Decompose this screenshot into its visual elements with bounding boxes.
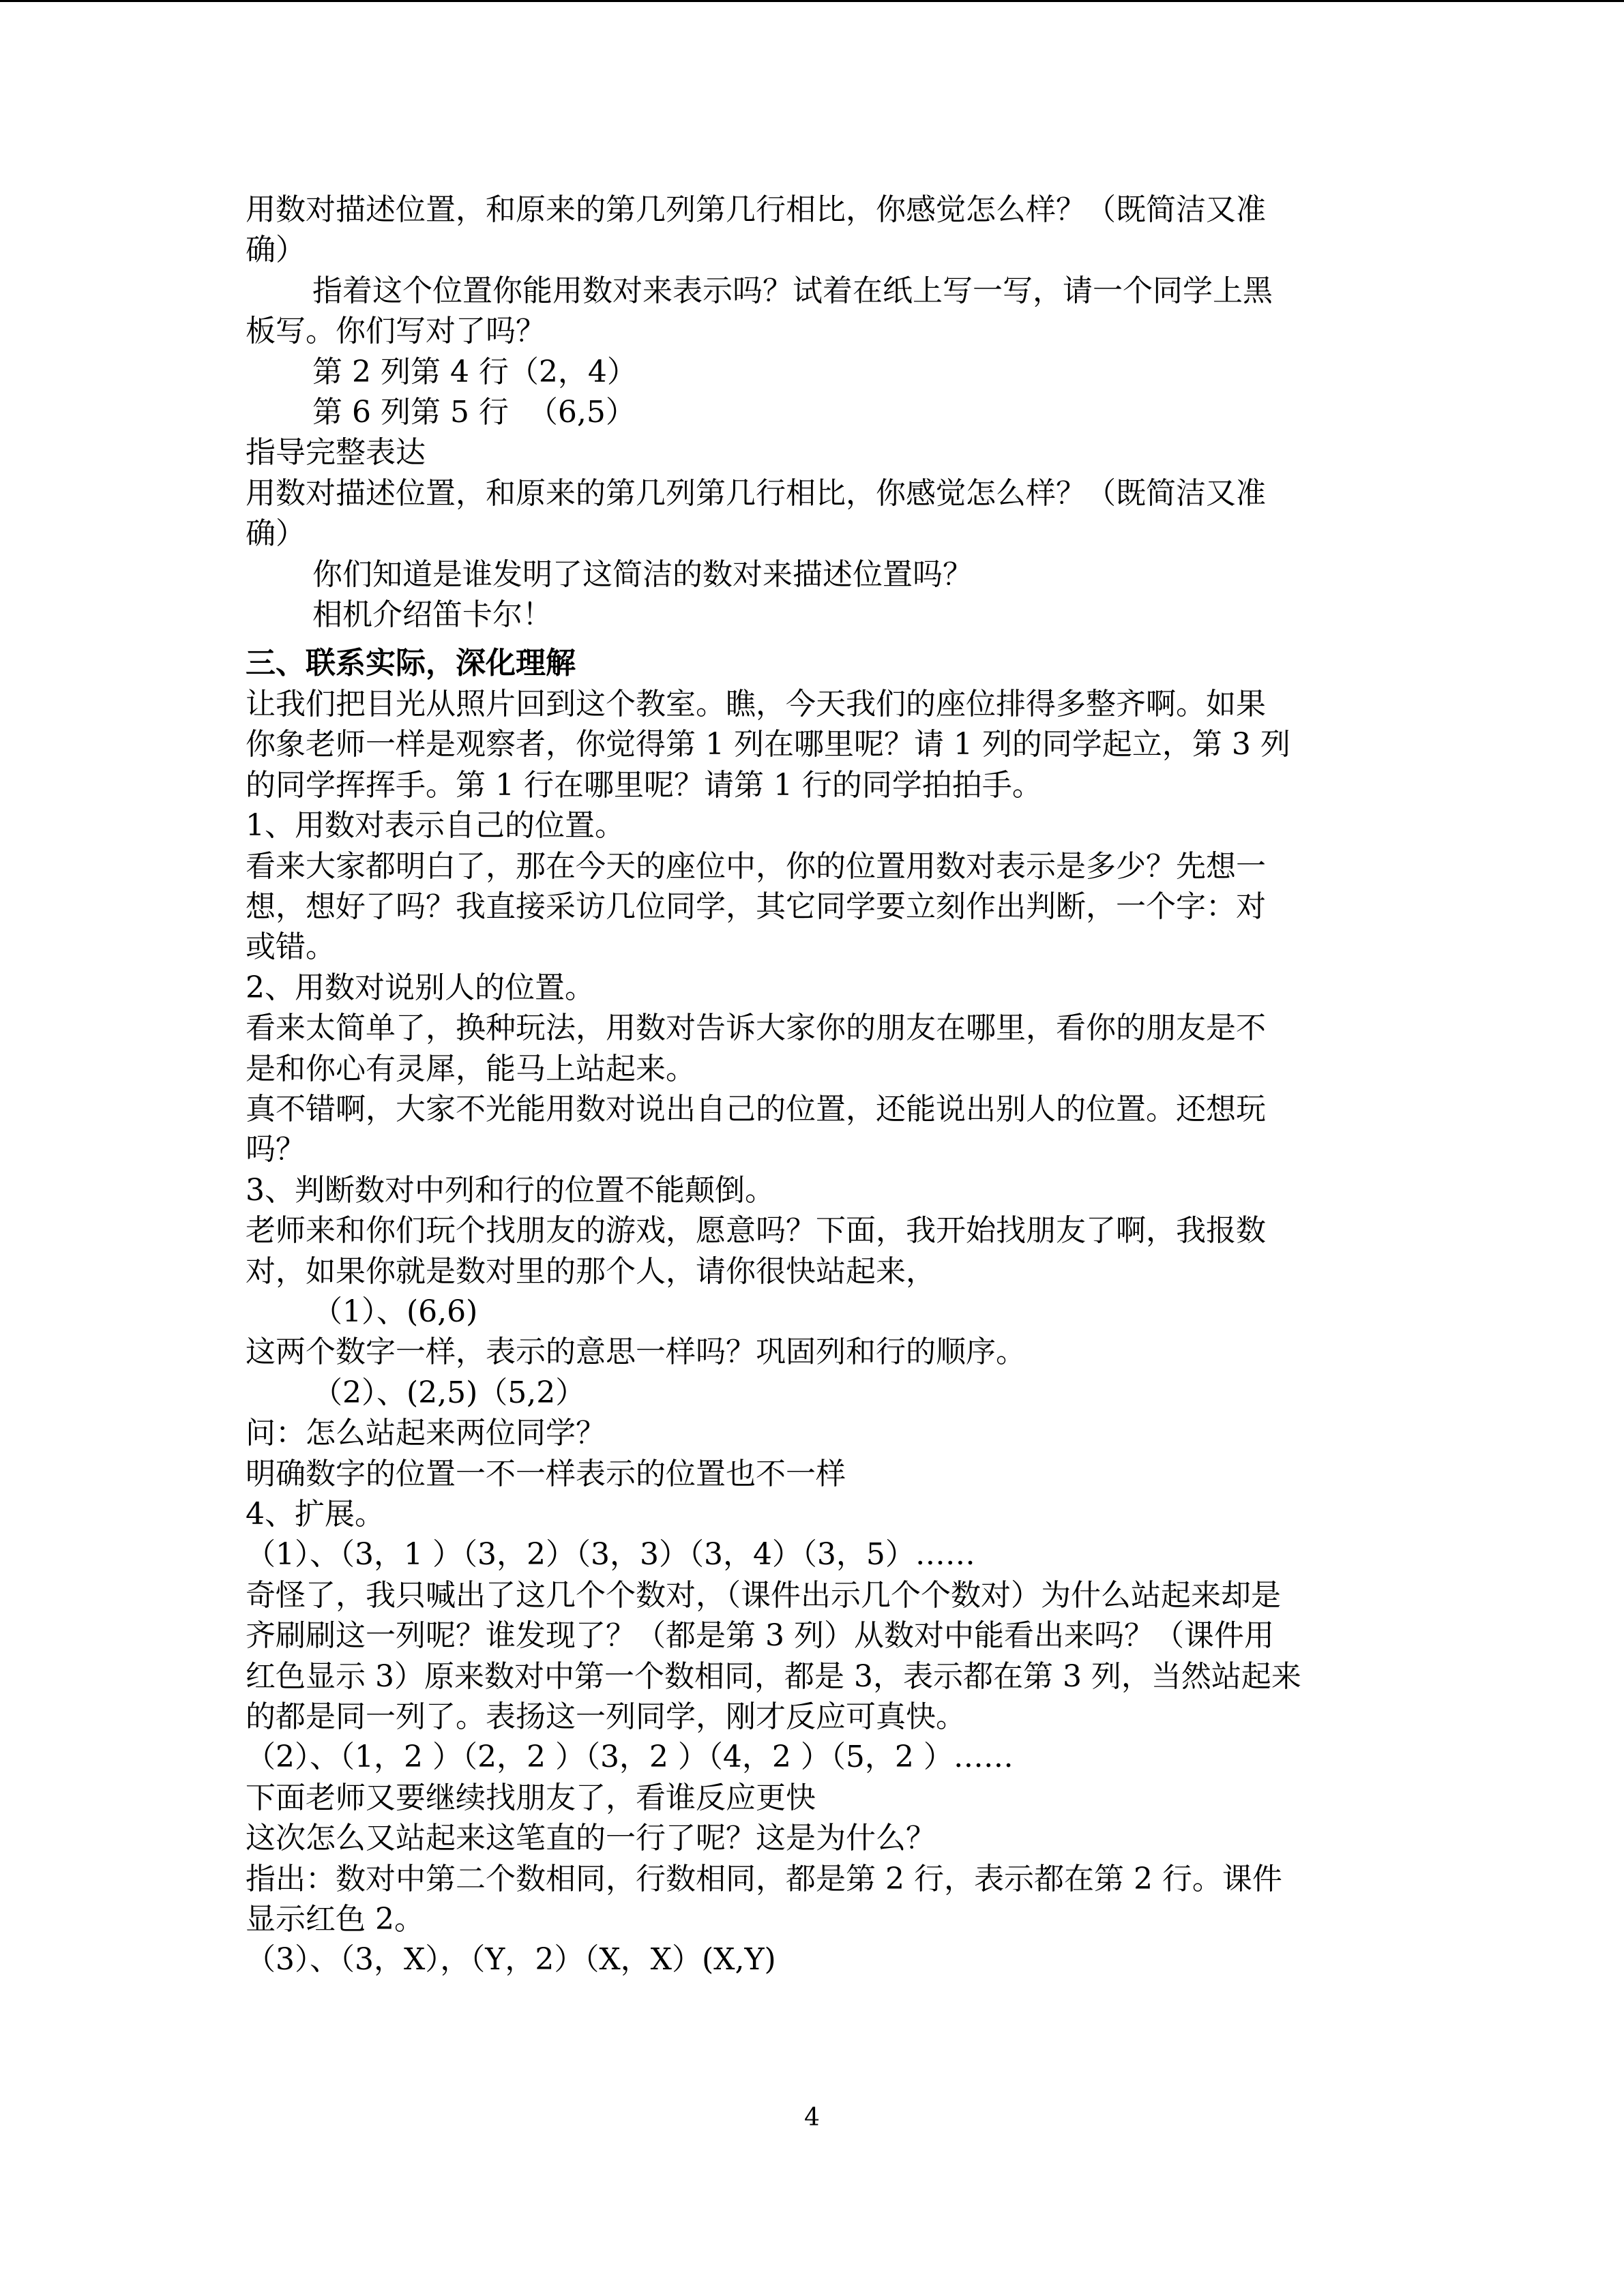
- paragraph-line: 老师来和你们玩个找朋友的游戏，愿意吗？下面，我开始找朋友了啊，我报数: [246, 1213, 1266, 1249]
- paragraph-line: 明确数字的位置一不一样表示的位置也不一样: [246, 1456, 846, 1491]
- paragraph-line: 让我们把目光从照片回到这个教室。瞧，今天我们的座位排得多整齐啊。如果: [246, 686, 1266, 721]
- paragraph-line: 看来太简单了，换种玩法，用数对告诉大家你的朋友在哪里，看你的朋友是不: [246, 1011, 1266, 1046]
- paragraph-line: 是和你心有灵犀，能马上站起来。: [246, 1051, 696, 1086]
- paragraph-line: 相机介绍笛卡尔！: [312, 597, 552, 633]
- paragraph-line: 齐刷刷这一列呢？谁发现了？（都是第 3 列）从数对中能看出来吗？（课件用: [246, 1618, 1274, 1654]
- paragraph-line: 第 2 列第 4 行（2，4）: [312, 354, 637, 389]
- page-number: 4: [804, 2104, 820, 2132]
- paragraph-line: 问：怎么站起来两位同学？: [246, 1416, 606, 1451]
- paragraph-line: 的同学挥挥手。第 1 行在哪里呢？请第 1 行的同学拍拍手。: [246, 767, 1042, 803]
- paragraph-line: 第 6 列第 5 行 （6,5）: [312, 395, 636, 430]
- paragraph-line: 3、判断数对中列和行的位置不能颠倒。: [246, 1172, 775, 1208]
- paragraph-line: 你象老师一样是观察者，你觉得第 1 列在哪里呢？请 1 列的同学起立，第 3 列: [246, 727, 1290, 762]
- paragraph-line: 你们知道是谁发明了这简洁的数对来描述位置吗？: [312, 556, 973, 592]
- paragraph-line: 真不错啊，大家不光能用数对说出自己的位置，还能说出别人的位置。还想玩: [246, 1091, 1266, 1127]
- paragraph-line: 确）: [246, 516, 306, 552]
- paragraph-line: 奇怪了，我只喊出了这几个个数对，（课件出示几个个数对）为什么站起来却是: [246, 1577, 1281, 1613]
- paragraph-line: （1）、（3，1 ）（3，2）（3，3）（3，4）（3，5）……: [246, 1537, 975, 1572]
- paragraph-line: 或错。: [246, 929, 336, 965]
- paragraph-line: 4、扩展。: [246, 1497, 385, 1532]
- paragraph-line: 确）: [246, 233, 306, 268]
- paragraph-line: 1、用数对表示自己的位置。: [246, 808, 625, 844]
- paragraph-line: 的都是同一列了。表扬这一列同学，刚才反应可真快。: [246, 1699, 966, 1735]
- top-border-line: [0, 0, 1624, 2]
- paragraph-line: 想，想好了吗？我直接采访几位同学，其它同学要立刻作出判断，一个字：对: [246, 889, 1266, 924]
- paragraph-line: 用数对描述位置，和原来的第几列第几行相比，你感觉怎么样？（既简洁又准: [246, 475, 1266, 511]
- paragraph-line: 看来大家都明白了，那在今天的座位中，你的位置用数对表示是多少？先想一: [246, 848, 1266, 884]
- paragraph-line: 用数对描述位置，和原来的第几列第几行相比，你感觉怎么样？（既简洁又准: [246, 192, 1266, 227]
- paragraph-line: 指导完整表达: [246, 435, 426, 471]
- paragraph-line: 2、用数对说别人的位置。: [246, 970, 595, 1005]
- paragraph-line: （1）、(6,6): [312, 1294, 478, 1329]
- paragraph-line: 这两个数字一样，表示的意思一样吗？巩固列和行的顺序。: [246, 1335, 1026, 1370]
- document-body: [246, 190, 1378, 1980]
- paragraph-line: 这次怎么又站起来这笔直的一行了呢？这是为什么？: [246, 1821, 936, 1856]
- paragraph-line: 吗？: [246, 1132, 306, 1167]
- paragraph-line: 红色显示 3）原来数对中第一个数相同，都是 3，表示都在第 3 列，当然站起来: [246, 1658, 1301, 1694]
- paragraph-line: （2）、(2,5)（5,2）: [312, 1375, 586, 1410]
- paragraph-line: 指出：数对中第二个数相同，行数相同，都是第 2 行，表示都在第 2 行。课件: [246, 1861, 1282, 1896]
- paragraph-line: 下面老师又要继续找朋友了，看谁反应更快: [246, 1780, 816, 1815]
- paragraph-line: 对，如果你就是数对里的那个人，请你很快站起来，: [246, 1253, 936, 1289]
- paragraph-line: 板写。你们写对了吗？: [246, 314, 546, 349]
- section-heading: 三、联系实际，深化理解: [246, 646, 576, 681]
- paragraph-line: （2）、（1，2 ）（2，2 ）（3，2 ）（4，2 ）（5，2 ）……: [246, 1740, 1014, 1775]
- paragraph-line: （3）、（3，X），（Y，2）（X，X）(X,Y): [246, 1942, 776, 1978]
- paragraph-line: 显示红色 2。: [246, 1902, 424, 1937]
- paragraph-line: 指着这个位置你能用数对来表示吗？试着在纸上写一写，请一个同学上黑: [312, 273, 1273, 308]
